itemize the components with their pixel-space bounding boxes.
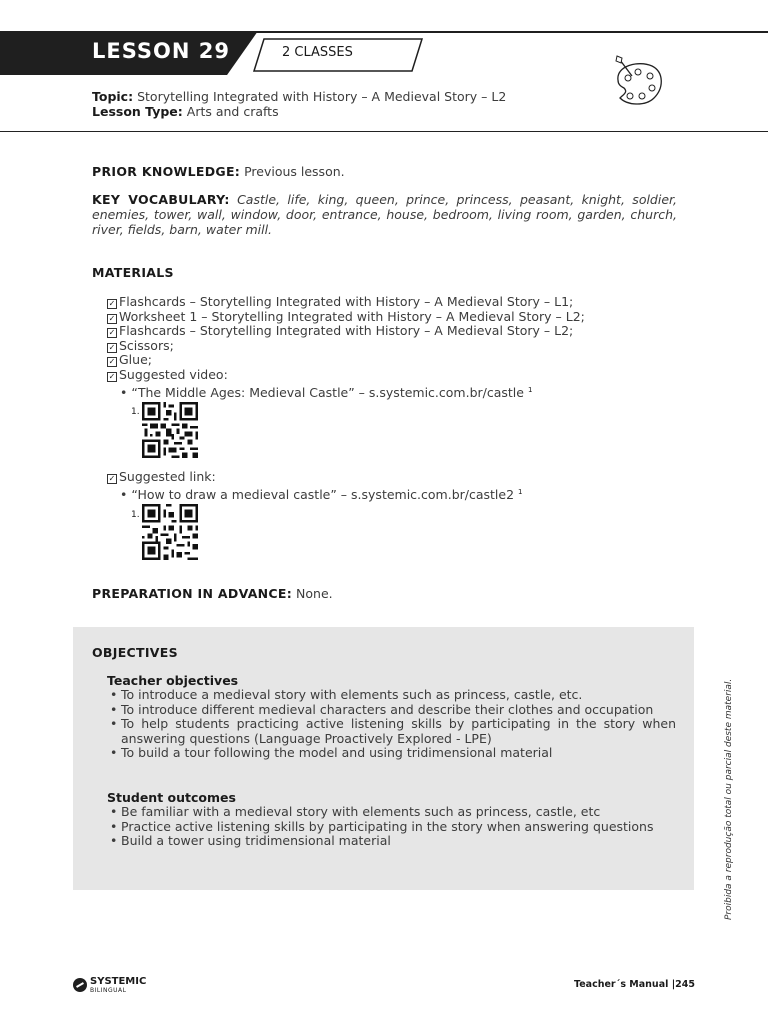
key-vocabulary-label: KEY VOCABULARY: <box>92 192 230 207</box>
materials-heading: MATERIALS <box>92 265 174 280</box>
checkbox-icon: ✓ <box>108 342 116 352</box>
student-outcomes-heading: Student outcomes <box>107 790 236 805</box>
prior-knowledge-label: PRIOR KNOWLEDGE: <box>92 164 241 179</box>
checkbox-icon: ✓ <box>108 299 116 308</box>
logo-brand: SYSTEMIC <box>90 976 147 987</box>
list-item: • To build a tour following the model and using tridimensional material <box>107 746 676 761</box>
checkbox-icon: ✓ <box>108 328 116 338</box>
list-item: ✓ Glue; <box>108 352 152 368</box>
manual-label: Teacher´s Manual <box>574 979 669 990</box>
qr-label: 1. <box>131 510 140 520</box>
list-item: • To introduce different medieval characters and describe their clothes and occupation <box>107 703 676 718</box>
preparation-label: PREPARATION IN ADVANCE: <box>92 586 293 601</box>
key-vocabulary-text: Castle, life, king, queen, prince, princess, peasant, knight, soldier, enemies, tower, wall, window, door, entrance, house, bedroom, living room, garden, church, river, fields, barn, water mill. <box>92 192 677 237</box>
list-item: ✓ Suggested video: <box>108 366 228 382</box>
list-item: • To help students practicing active listening skills by participating in the story when answering questions (Language Proactively Explored - LPE) <box>107 717 676 746</box>
lesson-type-label: Lesson Type: <box>92 103 183 119</box>
page-footer <box>574 979 695 990</box>
teacher-objectives-list <box>107 688 676 761</box>
list-item: • Practice active listening skills by participating in the story when answering questions <box>107 820 676 835</box>
checkbox-icon: ✓ <box>108 313 116 323</box>
student-outcomes-list <box>107 805 676 849</box>
teacher-objectives-heading: Teacher objectives <box>107 673 239 688</box>
checkbox-icon: ✓ <box>108 371 116 381</box>
drawing-link[interactable]: • “How to draw a medieval castle” – s.systemic.com.br/castle2 $^1$ <box>120 486 523 502</box>
list-item: ✓ Worksheet 1 – Storytelling Integrated with History – A Medieval Story – L2; <box>108 308 585 324</box>
checkbox-icon: ✓ <box>108 357 116 367</box>
list-item: ✓ Suggested link: <box>108 469 216 484</box>
preparation <box>92 586 677 601</box>
list-item: • Be familiar with a medieval story with elements such as princess, castle, etc <box>107 805 676 820</box>
list-item: ✓ Scissors; <box>108 337 174 353</box>
objectives-heading: OBJECTIVES <box>92 645 178 660</box>
classes-count: 2 CLASSES <box>282 45 353 60</box>
checkbox-icon: ✓ <box>108 474 116 483</box>
header-bottom-rule <box>0 131 768 132</box>
qr-code-video[interactable] <box>142 402 198 458</box>
palette-icon <box>608 54 666 108</box>
link-list <box>107 470 523 502</box>
materials-list <box>107 295 585 400</box>
video-link[interactable]: • “The Middle Ages: Medieval Castle” – s.systemic.com.br/castle $^1$ <box>120 384 533 400</box>
page-number: |245 <box>671 979 695 990</box>
lesson-type-text: Arts and crafts <box>186 103 279 119</box>
qr-label: 1. <box>131 407 140 417</box>
list-item: ✓ Flashcards – Storytelling Integrated with History – A Medieval Story – L2; <box>108 323 574 339</box>
topic-text: Storytelling Integrated with History – A Medieval Story – L2 <box>137 89 507 104</box>
preparation-text: None. <box>296 586 333 601</box>
key-vocabulary <box>92 192 677 237</box>
qr-code-link[interactable] <box>142 504 198 560</box>
list-item: • Build a tower using tridimensional material <box>107 834 676 849</box>
logo-brand-sub: BILINGUAL <box>90 987 127 994</box>
list-item: • To introduce a medieval story with elements such as princess, castle, etc. <box>107 688 676 703</box>
topic-label: Topic: <box>92 89 134 104</box>
objectives-box <box>73 627 694 890</box>
copyright-sidenote: Proibida a reprodução total ou parcial deste material. <box>724 678 734 920</box>
systemic-logo <box>73 976 163 998</box>
prior-knowledge <box>92 164 677 179</box>
list-item: ✓ Flashcards – Storytelling Integrated with History – A Medieval Story – L1; <box>108 294 574 309</box>
lesson-title: LESSON 29 <box>92 39 230 63</box>
topic-block <box>92 90 506 119</box>
logo-icon <box>73 978 87 992</box>
prior-knowledge-text: Previous lesson. <box>244 164 345 179</box>
